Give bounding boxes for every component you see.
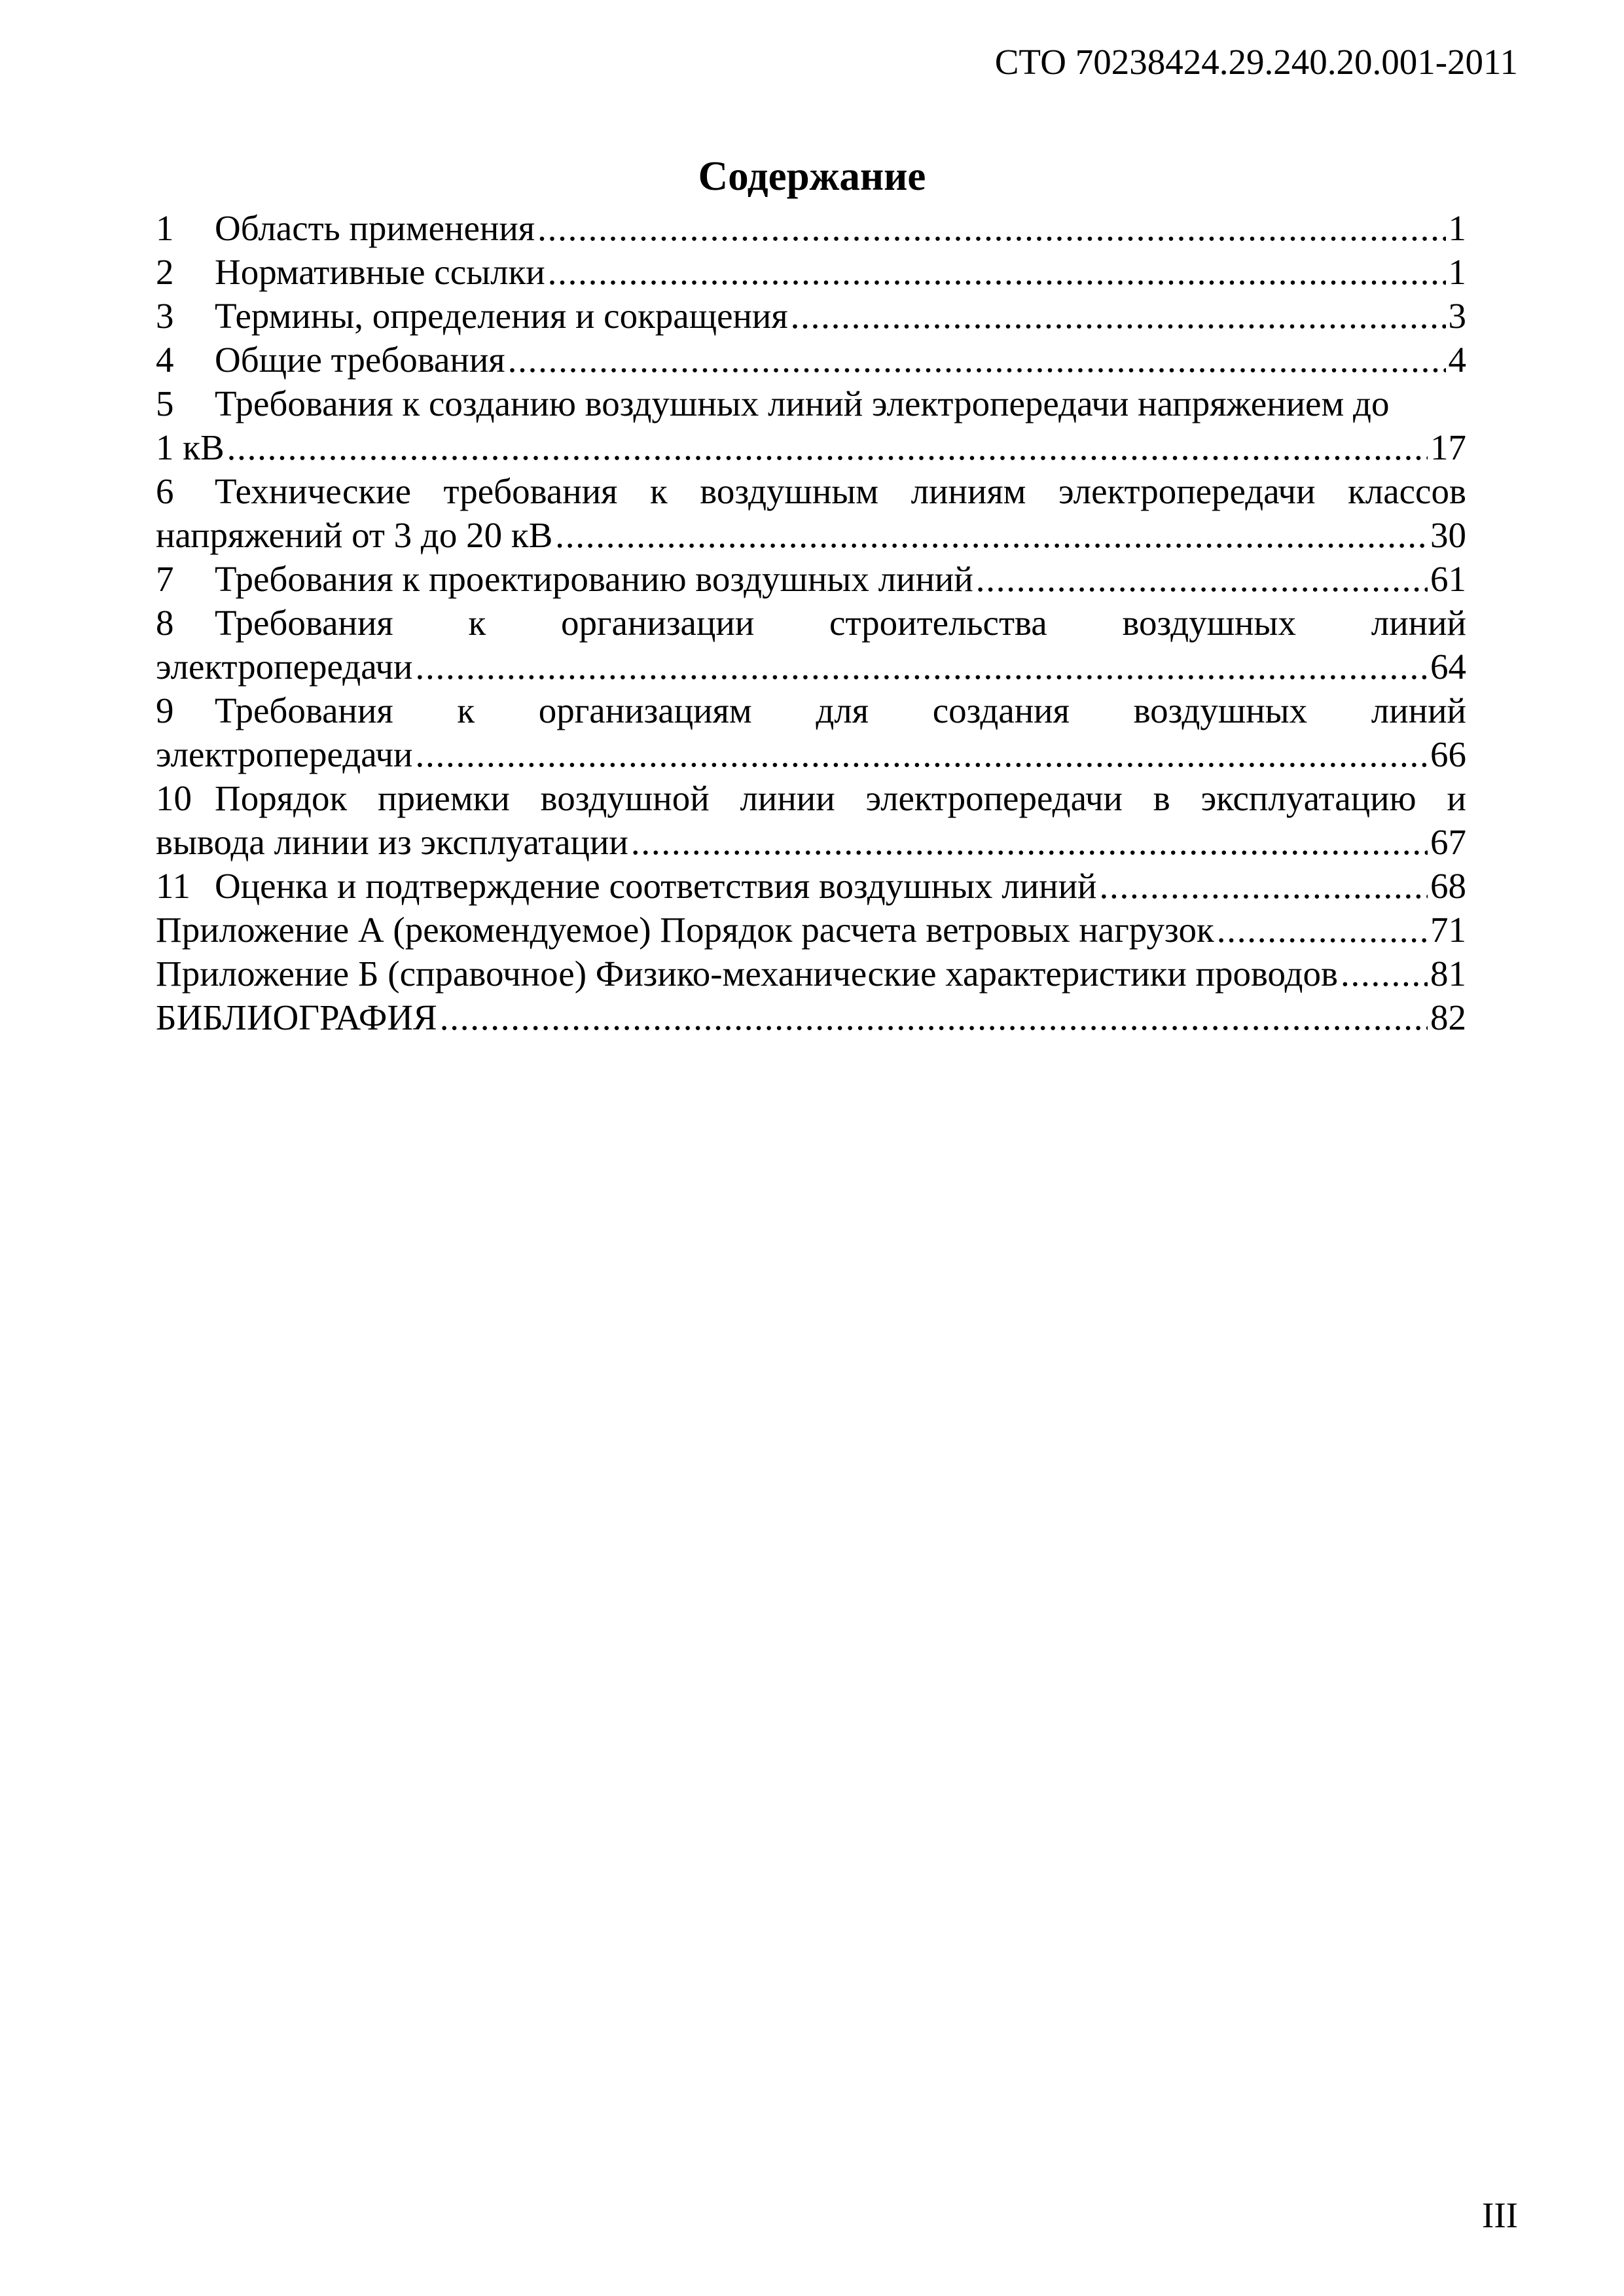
toc-entry-7[interactable] [156, 557, 1466, 601]
toc-entry-page: 3 [1448, 296, 1466, 336]
toc-entry-title: Нормативные ссылки [215, 252, 545, 292]
toc-entry-page: 61 [1430, 559, 1466, 599]
toc-entry-title: Приложение Б (справочное) Физико-механические характеристики проводов [156, 954, 1338, 994]
toc-entry-page: 81 [1430, 954, 1466, 994]
dot-leader [552, 513, 1428, 557]
page-title: Содержание [698, 153, 926, 199]
toc-entry-title: Область применения [215, 208, 535, 248]
toc-entry-title: Требования к организации строительства воздушных линий [215, 603, 1466, 643]
toc-entry-title: Общие требования [215, 340, 505, 380]
toc-entry-1[interactable] [156, 206, 1466, 250]
dot-leader [225, 425, 1428, 469]
toc-entry-5[interactable] [156, 382, 1466, 469]
toc-entry-number: 11 [156, 866, 190, 906]
toc-entry-number: 9 [156, 691, 174, 730]
toc-entry-9[interactable] [156, 689, 1466, 776]
toc-entry-number: 1 [156, 208, 174, 248]
toc-entry-page: 66 [1430, 734, 1466, 774]
toc-entry-number: 8 [156, 603, 174, 643]
toc-entry-page: 17 [1430, 427, 1466, 467]
page-number: III [1482, 2195, 1518, 2235]
toc-entry-title: Термины, определения и сокращения [215, 296, 788, 336]
dot-leader [628, 820, 1428, 864]
dot-leader [413, 645, 1428, 689]
toc-entry-page: 4 [1448, 340, 1466, 380]
toc-entry-title: Приложение А (рекомендуемое) Порядок расчета ветровых нагрузок [156, 910, 1214, 950]
toc-entry-title: Оценка и подтверждение соответствия воздушных линий [215, 866, 1097, 906]
document-code: СТО 70238424.29.240.20.001-2011 [994, 42, 1518, 82]
toc-entry-page: 82 [1430, 997, 1466, 1037]
toc-entry-11[interactable] [156, 864, 1466, 908]
toc-entry-6[interactable] [156, 469, 1466, 557]
dot-leader [545, 250, 1446, 294]
dot-leader [437, 996, 1428, 1039]
toc-entry-number: 3 [156, 296, 174, 336]
dot-leader [505, 338, 1446, 382]
toc-entry-page: 71 [1430, 910, 1466, 950]
dot-leader [1214, 908, 1428, 952]
toc-entry-page: 30 [1430, 515, 1466, 555]
toc-entry-number: 6 [156, 471, 174, 511]
toc-entry-number: 10 [156, 778, 192, 818]
toc-entry-title-continuation: вывода линии из эксплуатации [156, 822, 628, 862]
toc-entry-title: Требования к созданию воздушных линий электропередачи напряжением до [215, 384, 1390, 423]
toc-entry-bibliography[interactable] [156, 996, 1466, 1039]
dot-leader [973, 557, 1428, 601]
toc-entry-title: Требования к проектированию воздушных линий [215, 559, 973, 599]
toc-entry-page: 67 [1430, 822, 1466, 862]
dot-leader [535, 206, 1445, 250]
toc-entry-10[interactable] [156, 776, 1466, 864]
dot-leader [788, 294, 1446, 338]
toc-entry-number: 7 [156, 559, 174, 599]
toc-entry-title-continuation: электропередачи [156, 647, 413, 687]
toc-entry-page: 1 [1448, 252, 1466, 292]
toc-entry-title: Технические требования к воздушным линиям электропередачи классов [215, 471, 1466, 511]
dot-leader [413, 732, 1428, 776]
toc-entry-8[interactable] [156, 601, 1466, 689]
toc-entry-number: 5 [156, 384, 174, 423]
toc-entry-title-continuation: электропередачи [156, 734, 413, 774]
toc-entry-title-continuation: 1 кВ [156, 427, 225, 467]
toc-entry-4[interactable] [156, 338, 1466, 382]
dot-leader [1338, 952, 1428, 996]
toc-entry-page: 68 [1430, 866, 1466, 906]
toc-entry-title: Требования к организациям для создания воздушных линий [215, 691, 1466, 730]
toc-entry-page: 64 [1430, 647, 1466, 687]
toc-entry-2[interactable] [156, 250, 1466, 294]
toc-entry-number: 4 [156, 340, 174, 380]
toc-entry-number: 2 [156, 252, 174, 292]
toc-entry-page: 1 [1448, 208, 1466, 248]
table-of-contents [156, 206, 1466, 1039]
toc-entry-appendix-b[interactable] [156, 952, 1466, 996]
toc-entry-title: Порядок приемки воздушной линии электропередачи в эксплуатацию и [215, 778, 1466, 818]
toc-entry-3[interactable] [156, 294, 1466, 338]
toc-entry-title: БИБЛИОГРАФИЯ [156, 997, 437, 1037]
toc-entry-title-continuation: напряжений от 3 до 20 кВ [156, 515, 553, 555]
toc-entry-appendix-a[interactable] [156, 908, 1466, 952]
dot-leader [1096, 864, 1428, 908]
